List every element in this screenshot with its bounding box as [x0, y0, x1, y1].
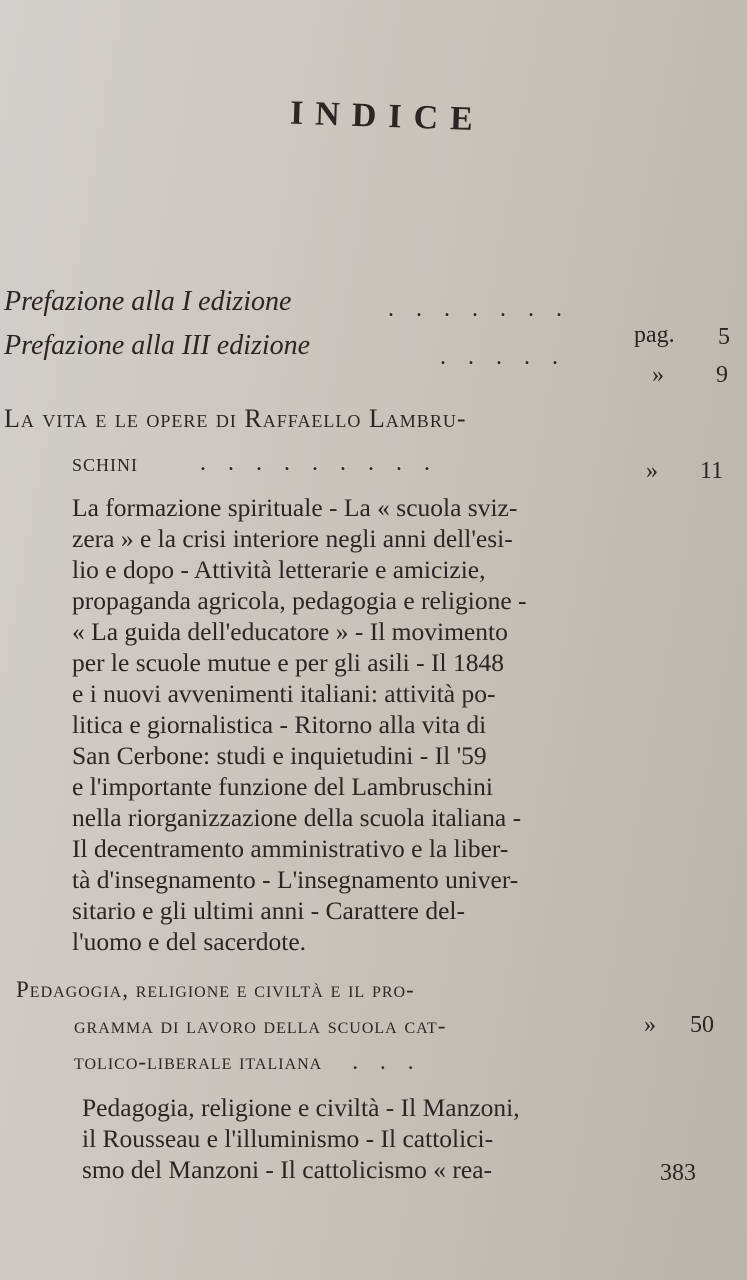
toc-page-number: 5 [718, 324, 730, 350]
summary-line: lio e dopo - Attività letterarie e amicizie, [72, 555, 486, 584]
summary-line: per le scuole mutue e per gli asili - Il 1848 [72, 648, 504, 677]
summary-line: litica e giornalistica - Ritorno alla vita di [72, 710, 487, 739]
toc-page-number: 9 [716, 362, 728, 388]
toc-page-prefix: » [646, 458, 658, 484]
summary-line: San Cerbone: studi e inquietudini - Il '59 [72, 741, 487, 770]
summary-line: propaganda agricola, pedagogia e religione - [72, 586, 527, 615]
summary-line: Il decentramento amministrativo e la liber- [72, 834, 509, 863]
section-heading: schini [72, 448, 139, 477]
summary-line: e i nuovi avvenimenti italiani: attività po- [72, 679, 496, 708]
summary-line: « La guida dell'educatore » - Il movimento [72, 617, 508, 646]
page-title: INDICE [289, 94, 486, 139]
summary-line: zera » e la crisi interiore negli anni dell'esi- [72, 524, 513, 553]
summary-line: sitario e gli ultimi anni - Carattere del- [72, 896, 465, 925]
toc-page-prefix: pag. [634, 322, 675, 348]
leader-dots: ... [352, 1049, 436, 1074]
summary-line: il Rousseau e l'illuminismo - Il cattolici- [82, 1124, 494, 1153]
toc-entry-label: Prefazione alla I edizione [4, 286, 292, 317]
summary-line: nella riorganizzazione della scuola italiana - [72, 803, 522, 832]
toc-entry-label: Prefazione alla III edizione [4, 330, 311, 361]
toc-page-number: 11 [700, 458, 724, 484]
toc-page-number: 50 [690, 1012, 714, 1038]
heading-line: gramma di lavoro della scuola cat- [74, 1013, 447, 1038]
folio-page-number: 383 [660, 1160, 696, 1186]
heading-line: Pedagogia, religione e civiltà e il pro- [16, 977, 415, 1002]
summary-line: La formazione spirituale - La « scuola sviz- [72, 493, 518, 522]
section-heading: La vita e le opere di Raffaello Lambru- [4, 404, 467, 433]
summary-line: e l'importante funzione del Lambruschini [72, 772, 493, 801]
summary-line: smo del Manzoni - Il cattolicismo « rea- [82, 1155, 493, 1184]
toc-page-prefix: » [644, 1012, 656, 1038]
leader-dots: ....... [388, 296, 584, 322]
section-summary [72, 492, 612, 957]
summary-line: l'uomo e del sacerdote. [72, 927, 307, 956]
summary-line: tà d'insegnamento - L'insegnamento univer- [72, 865, 519, 894]
toc-page-prefix: » [652, 362, 664, 388]
summary-line: Pedagogia, religione e civiltà - Il Manzoni, [82, 1093, 520, 1122]
section-summary [82, 1092, 622, 1185]
leader-dots: ..... [440, 344, 580, 370]
section-heading [16, 972, 446, 1080]
heading-line: tolico-liberale italiana [74, 1049, 323, 1074]
leader-dots: ......... [200, 450, 452, 476]
